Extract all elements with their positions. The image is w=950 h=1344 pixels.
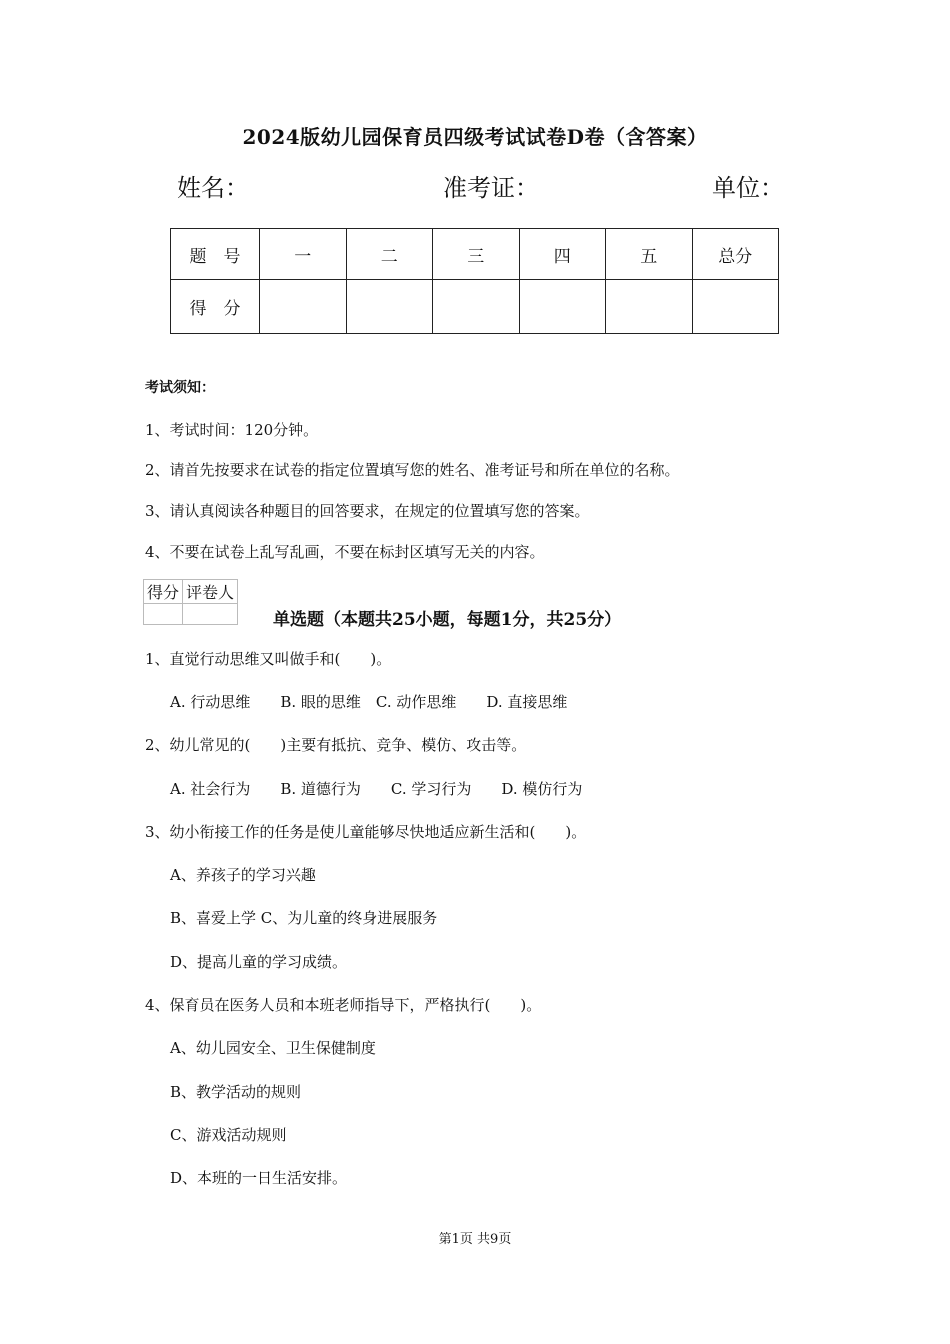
score-table-score-row xyxy=(171,280,779,334)
header-cell-1: 一 xyxy=(260,229,347,280)
score-cell-5 xyxy=(606,280,693,334)
question-option: B、教学活动的规则 xyxy=(170,1083,302,1101)
score-cell-1 xyxy=(260,280,347,334)
score-table-header-row xyxy=(171,229,779,280)
score-cell-4 xyxy=(519,280,606,334)
question-stem: 3、幼小衔接工作的任务是使儿童能够尽快地适应新生活和( )。 xyxy=(145,823,587,841)
question-option: A、幼儿园安全、卫生保健制度 xyxy=(170,1039,376,1057)
score-cell-3 xyxy=(433,280,520,334)
grader-score-label: 得分 xyxy=(144,580,183,604)
grader-reviewer-cell xyxy=(183,604,238,625)
unit-label: 单位： xyxy=(712,174,784,202)
question-stem: 1、直觉行动思维又叫做手和( )。 xyxy=(145,650,392,668)
question-option: D、提高儿童的学习成绩。 xyxy=(170,953,348,971)
note-item: 3、请认真阅读各种题目的回答要求，在规定的位置填写您的答案。 xyxy=(145,502,590,520)
header-cell-3: 三 xyxy=(433,229,520,280)
question-option: A、养孩子的学习兴趣 xyxy=(170,866,316,884)
section-title: 单选题（本题共25小题，每题1分，共25分） xyxy=(273,610,622,630)
note-item: 1、考试时间：120分钟。 xyxy=(145,421,319,439)
question-option: C、游戏活动规则 xyxy=(170,1126,287,1144)
score-row-label: 得 分 xyxy=(171,280,260,334)
question-option: A. 行动思维 B. 眼的思维 C. 动作思维 D. 直接思维 xyxy=(170,693,568,711)
header-cell-4: 四 xyxy=(519,229,606,280)
score-cell-2 xyxy=(346,280,433,334)
header-cell-5: 五 xyxy=(606,229,693,280)
note-item: 4、不要在试卷上乱写乱画，不要在标封区填写无关的内容。 xyxy=(145,543,545,561)
question-stem: 2、幼儿常见的( )主要有抵抗、竞争、模仿、攻击等。 xyxy=(145,736,527,754)
notes-title: 考试须知： xyxy=(145,380,215,396)
grader-box xyxy=(143,579,238,625)
header-cell-question-no: 题 号 xyxy=(171,229,260,280)
grader-score-cell xyxy=(144,604,183,625)
question-stem: 4、保育员在医务人员和本班老师指导下，严格执行( )。 xyxy=(145,996,542,1014)
score-cell-total xyxy=(692,280,779,334)
question-option: A. 社会行为 B. 道德行为 C. 学习行为 D. 模仿行为 xyxy=(170,780,583,798)
page-footer: 第1页 共9页 xyxy=(438,1232,512,1247)
header-cell-total: 总分 xyxy=(692,229,779,280)
question-option: D、本班的一日生活安排。 xyxy=(170,1169,348,1187)
header-cell-2: 二 xyxy=(346,229,433,280)
name-label: 姓名： xyxy=(177,174,249,202)
score-table xyxy=(170,228,779,334)
note-item: 2、请首先按要求在试卷的指定位置填写您的姓名、准考证号和所在单位的名称。 xyxy=(145,461,680,479)
grader-reviewer-label: 评卷人 xyxy=(183,580,238,604)
page-title: 2024版幼儿园保育员四级考试试卷D卷（含答案） xyxy=(242,125,708,149)
exam-number-label: 准考证： xyxy=(443,174,539,202)
question-option: B、喜爱上学 C、为儿童的终身进展服务 xyxy=(170,909,438,927)
